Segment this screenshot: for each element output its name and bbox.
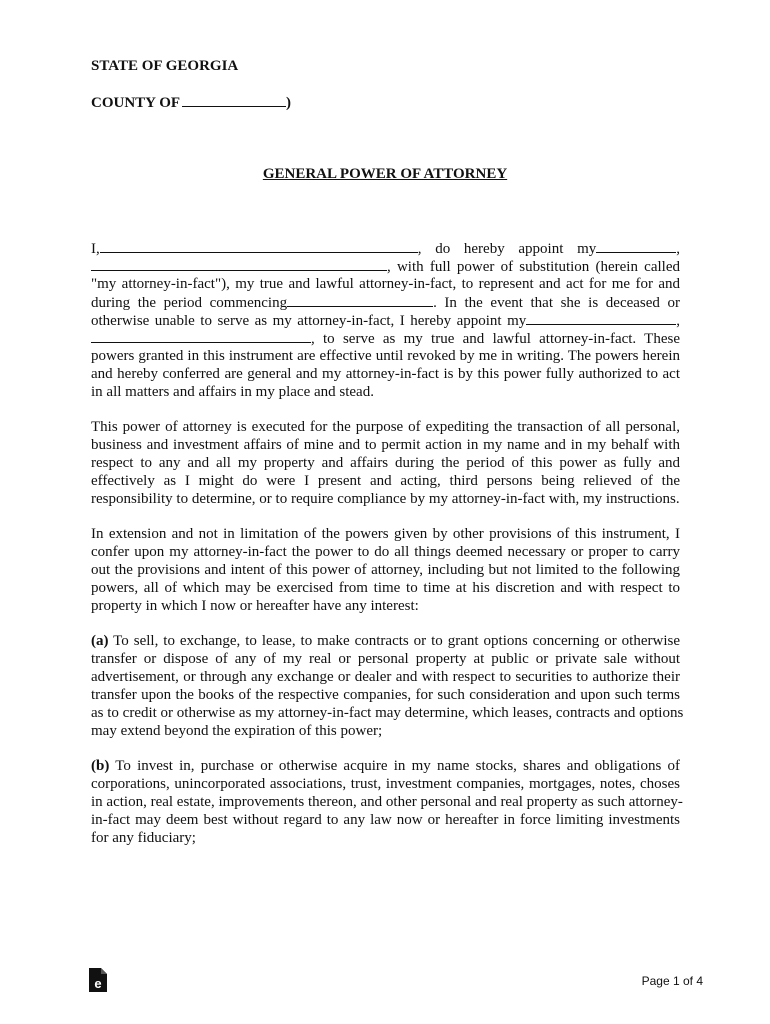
p1-line-1 xyxy=(91,239,680,257)
p1-line-3: "my attorney-in-fact"), my true and lawful attorney-in-fact, to represent and act for me for and xyxy=(91,276,680,292)
p3-line-4: powers, all of which may be exercised from time to time at his discretion and with respect to xyxy=(91,580,680,596)
power-a-label: (a) xyxy=(91,633,109,649)
p1-line-9: in all matters and affairs in my place and stead. xyxy=(91,384,374,400)
p5-line-4: in-fact may deem best without regard to any law now or hereafter in force limiting investments xyxy=(91,812,680,828)
county-blank[interactable] xyxy=(182,93,286,107)
p1-l6b: , to serve as my true and lawful attorney-in-fact. These xyxy=(311,331,680,347)
p5-line-3: in action, real estate, improvements thereon, and other personal and real property as such attorney- xyxy=(91,794,683,810)
county-heading xyxy=(91,93,291,112)
p1-l1a: I, xyxy=(91,241,100,257)
p5-l1-text: To invest in, purchase or otherwise acquire in my name stocks, shares and obligations of xyxy=(109,758,680,774)
p1-line-7: powers granted in this instrument are effective until revoked by me in writing. The powers herein xyxy=(91,348,680,364)
paragraph-appointment xyxy=(91,239,680,401)
p4-line-2: transfer or dispose of any of my real or personal property at public or private sale without xyxy=(91,651,680,667)
state-heading: STATE OF GEORGIA xyxy=(91,58,239,74)
county-label: COUNTY OF xyxy=(91,95,181,111)
p1-l4b: . In the event that she is deceased or xyxy=(433,295,680,311)
p3-line-2: confer upon my attorney-in-fact the power to do all things deemed necessary or proper to carry xyxy=(91,544,680,560)
commencing-date-blank[interactable] xyxy=(287,293,433,307)
p1-line-8: and hereby conferred are general and my attorney-in-fact is by this power fully authorized to act xyxy=(91,366,680,382)
attorney-name-blank[interactable] xyxy=(91,257,387,271)
paragraph-power-a xyxy=(91,632,684,740)
p3-line-5: property in which I now or hereafter have any interest: xyxy=(91,598,419,614)
p1-line-5 xyxy=(91,311,680,329)
paragraph-power-b xyxy=(91,757,683,847)
p3-line-3: out the provisions and intent of this power of attorney, including but not limited to the following xyxy=(91,562,680,578)
paragraph-purpose xyxy=(91,418,680,508)
principal-name-blank[interactable] xyxy=(100,239,418,253)
power-b-label: (b) xyxy=(91,758,110,774)
p1-line-2 xyxy=(91,257,680,275)
p4-l1-text: To sell, to exchange, to lease, to make contracts or to grant options concerning or otherwise xyxy=(108,633,680,649)
page-number: Page 1 of 4 xyxy=(641,974,703,988)
p5-line-1 xyxy=(91,757,680,775)
p1-l4a: during the period commencing xyxy=(91,295,288,311)
p2-line-2: business and investment affairs of mine and to permit action in my name and in my behalf with xyxy=(91,437,680,453)
p4-line-3: advertisement, or through any exchange or dealer and with respect to securities to authorize their xyxy=(91,669,680,685)
p2-line-4: effectively as I might do were I present and acting, third persons being relieved of the xyxy=(91,473,680,489)
p1-line-4 xyxy=(91,293,680,311)
svg-text:e: e xyxy=(94,976,102,991)
p3-line-1: In extension and not in limitation of the powers given by other provisions of this instrument, I xyxy=(91,526,680,542)
p4-line-5: as to credit or otherwise as my attorney-in-fact may determine, which leases, contracts and options xyxy=(91,705,684,721)
p1-l5a: otherwise unable to serve as my attorney-in-fact, I hereby appoint my xyxy=(91,313,527,329)
p2-line-5: responsibility to determine, or to require compliance by my attorney-in-fact with, my instructions. xyxy=(91,491,680,507)
p1-l1c: , xyxy=(676,241,680,257)
p1-l2b: , with full power of substitution (herein called xyxy=(387,259,680,275)
p1-l5b: , xyxy=(676,313,680,329)
p4-line-4: transfer upon the books of the respective companies, for such consideration and upon such terms xyxy=(91,687,680,703)
p2-line-3: respect to any and all my property and affairs during the period of this power as fully and xyxy=(91,455,680,471)
relationship-blank[interactable] xyxy=(596,239,676,253)
p4-line-1 xyxy=(91,632,680,650)
successor-name-blank[interactable] xyxy=(91,329,311,343)
eforms-logo-icon xyxy=(89,968,107,992)
p4-line-6: may extend beyond the expiration of this power; xyxy=(91,723,383,739)
p5-line-2: corporations, unincorporated associations, trust, investment companies, mortgages, notes, choses xyxy=(91,776,680,792)
p2-line-1: This power of attorney is executed for the purpose of expediting the transaction of all personal, xyxy=(91,419,680,435)
paragraph-extension xyxy=(91,525,680,615)
p1-l1b: , do hereby appoint my xyxy=(417,241,597,257)
p1-line-6 xyxy=(91,329,680,347)
county-close: ) xyxy=(286,95,292,111)
p5-line-5: for any fiduciary; xyxy=(91,830,196,846)
successor-relationship-blank[interactable] xyxy=(526,311,676,325)
document-title: GENERAL POWER OF ATTORNEY xyxy=(262,166,508,182)
